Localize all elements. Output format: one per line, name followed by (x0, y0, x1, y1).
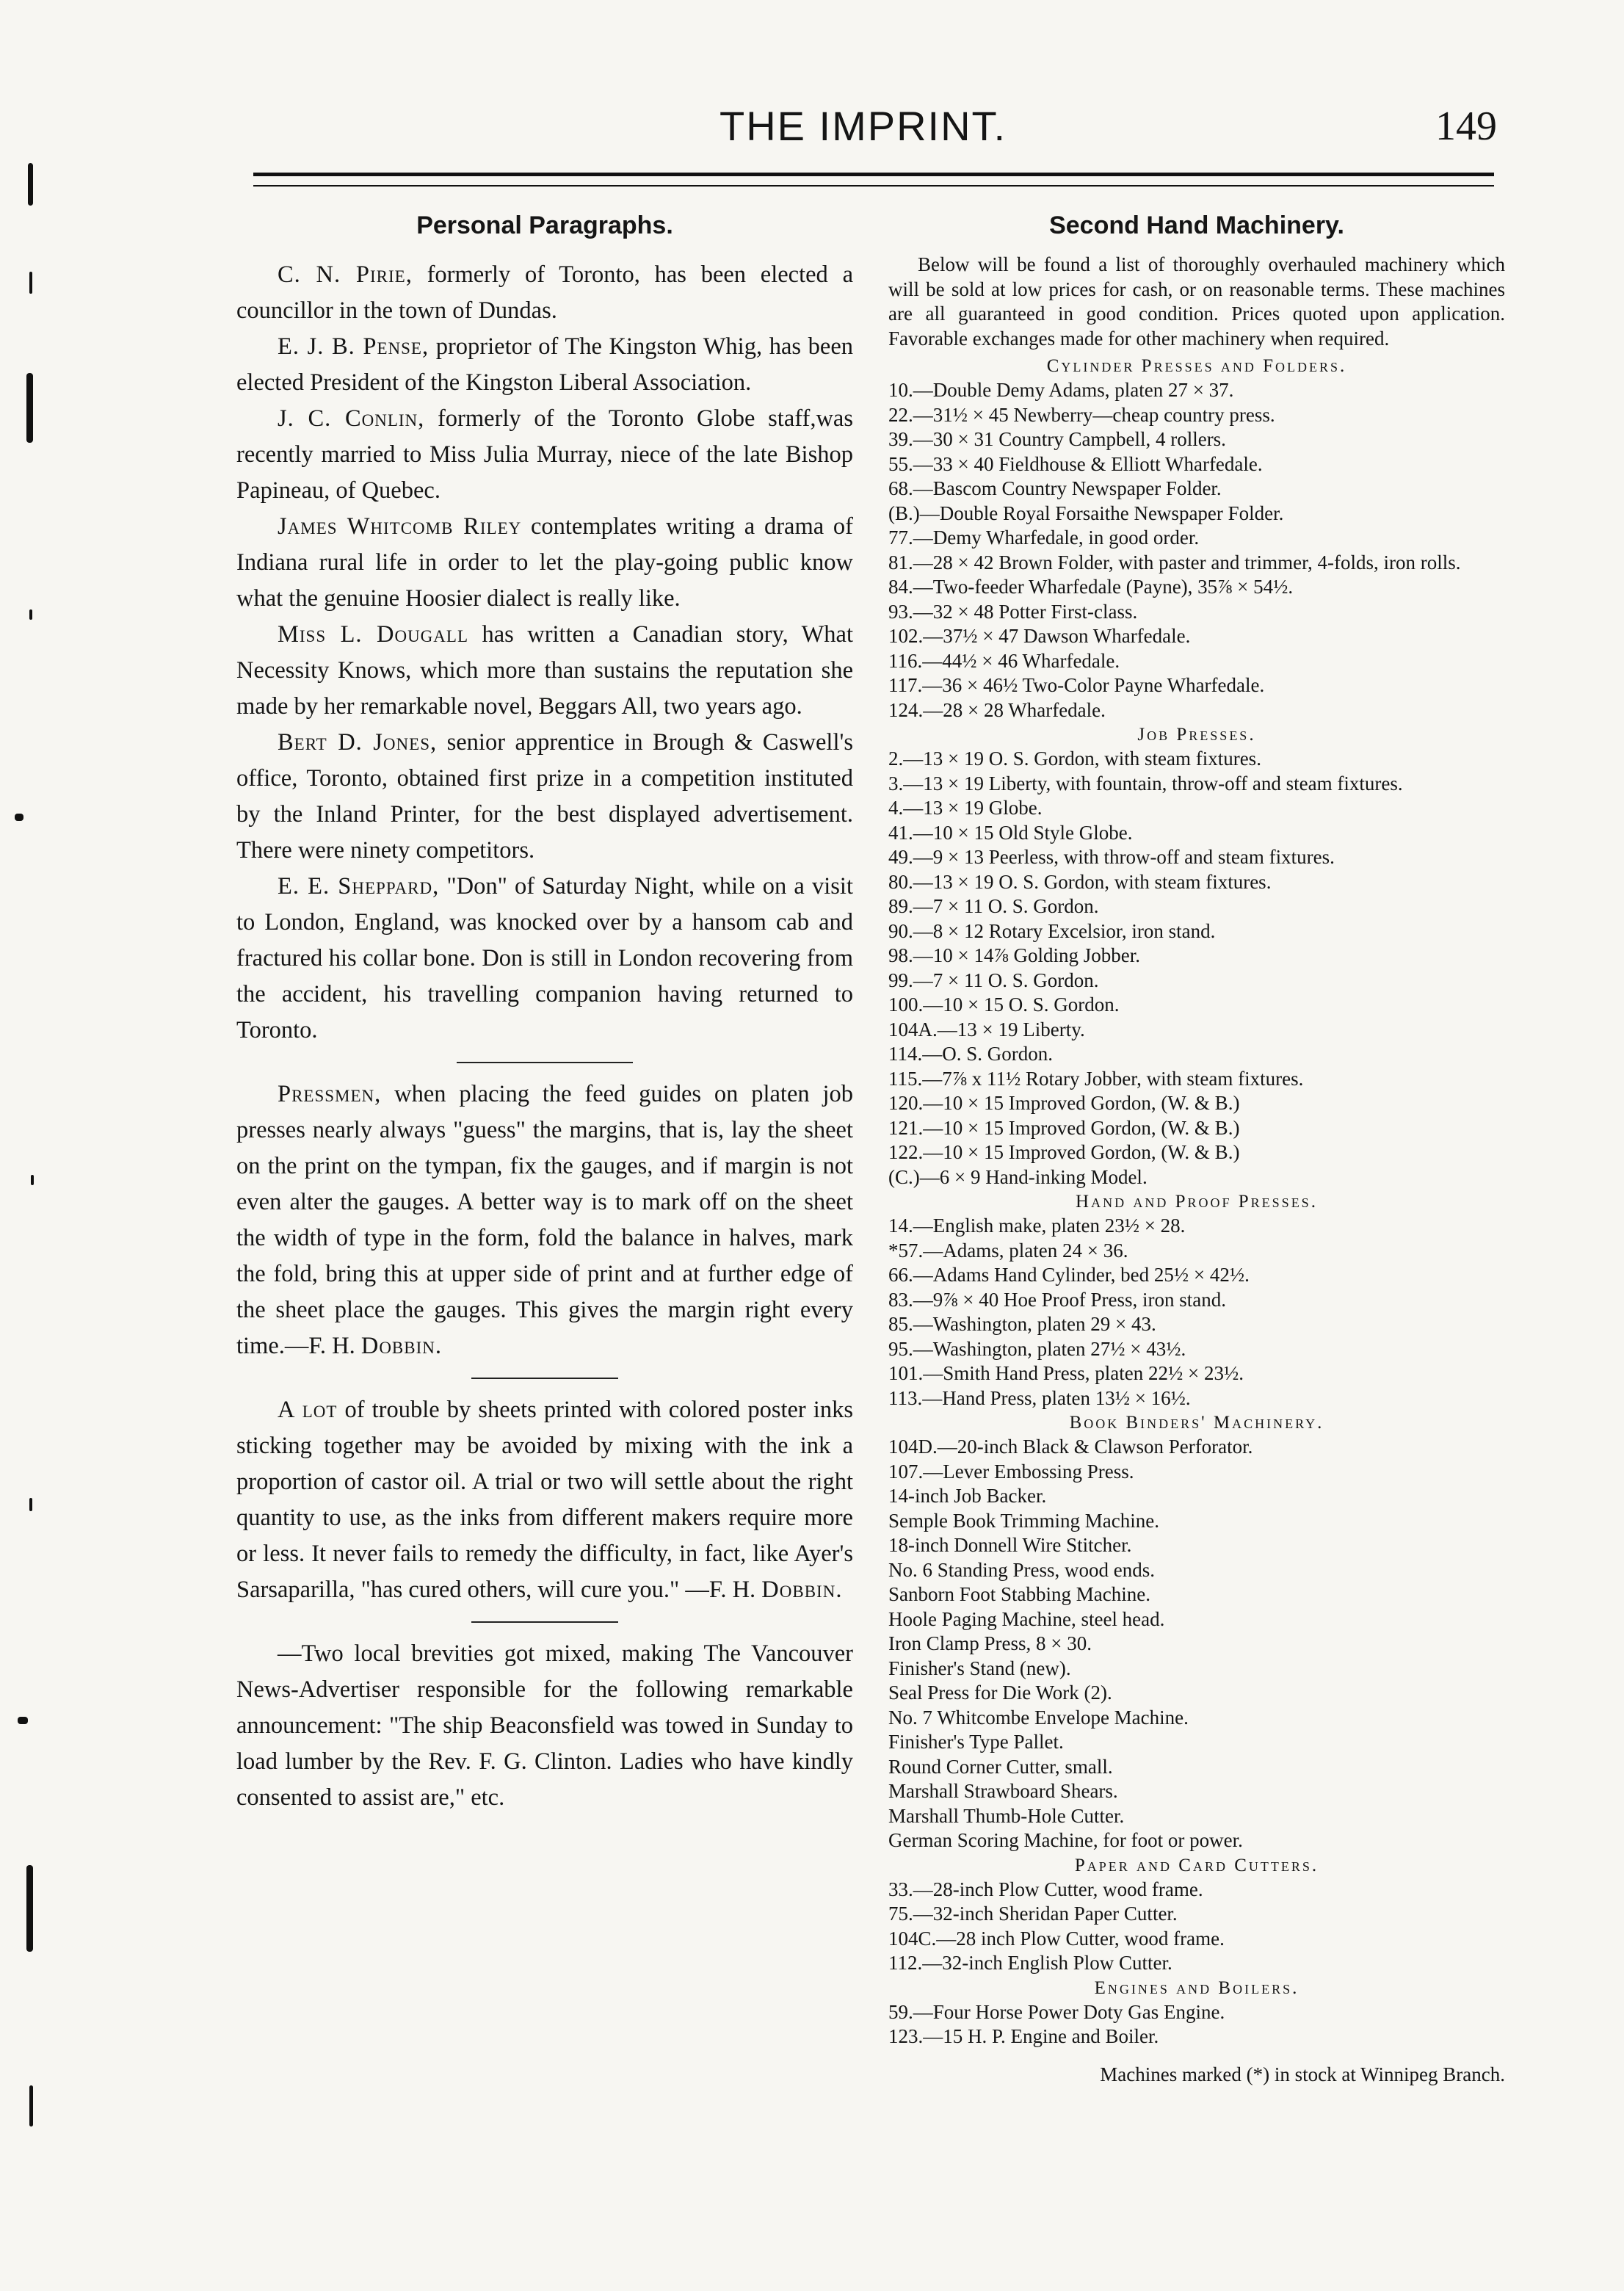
machinery-item: (B.)—Double Royal Forsaithe Newspaper Folder. (888, 502, 1284, 524)
paragraph-text: "Don" of Saturday Night, while on a visit to London, England, was knocked over by a hansom cab and fractured his collar bone. Don is still in London recovering from the accident, his travelling companion having returned to Toronto. (236, 873, 853, 1043)
personal-paragraphs-heading: Personal Paragraphs. (416, 211, 673, 239)
left-column (236, 207, 853, 1816)
machinery-item: 100.—10 × 15 O. S. Gordon. (888, 994, 1120, 1016)
machinery-item: 98.—10 × 14⅞ Golding Jobber. (888, 944, 1140, 966)
machinery-item: Marshall Strawboard Shears. (888, 1780, 1118, 1802)
machinery-item: 102.—37½ × 47 Dawson Wharfedale. (888, 625, 1191, 647)
winnipeg-branch-note: Machines marked (*) in stock at Winnipeg Branch. (1100, 2063, 1505, 2085)
machinery-item: 104D.—20-inch Black & Clawson Perforator. (888, 1436, 1253, 1458)
machinery-item: Marshall Thumb-Hole Cutter. (888, 1804, 1125, 1827)
machinery-item: *57.—Adams, platen 24 × 36. (888, 1239, 1128, 1262)
section-divider (471, 1378, 618, 1379)
machinery-item: German Scoring Machine, for foot or power. (888, 1829, 1243, 1851)
machinery-item: Seal Press for Die Work (2). (888, 1682, 1112, 1704)
margin-mark (15, 814, 23, 821)
machinery-item: 124.—28 × 28 Wharfedale. (888, 698, 1106, 721)
machinery-section-title: Paper and Card Cutters. (1074, 1855, 1319, 1875)
machinery-item: Iron Clamp Press, 8 × 30. (888, 1632, 1092, 1654)
machinery-section-title: Hand and Proof Presses. (1076, 1192, 1318, 1212)
machinery-item: 39.—30 × 31 Country Campbell, 4 rollers. (888, 428, 1226, 450)
machinery-item: 83.—9⅞ × 40 Hoe Proof Press, iron stand. (888, 1288, 1226, 1311)
machinery-item: 80.—13 × 19 O. S. Gordon, with steam fixtures. (888, 870, 1272, 893)
machinery-item: 41.—10 × 15 Old Style Globe. (888, 821, 1133, 844)
machinery-item: No. 6 Standing Press, wood ends. (888, 1558, 1155, 1581)
machinery-item: 116.—44½ × 46 Wharfedale. (888, 649, 1120, 672)
person-name: J. C. Conlin, (278, 405, 425, 432)
machinery-item: 95.—Washington, platen 27½ × 43½. (888, 1337, 1186, 1360)
machinery-item: 59.—Four Horse Power Doty Gas Engine. (888, 2000, 1225, 2023)
machinery-item: 112.—32-inch English Plow Cutter. (888, 1952, 1172, 1974)
margin-mark (29, 2085, 33, 2127)
person-name: Miss L. Dougall (278, 621, 469, 648)
person-name: E. J. B. Pense, (278, 333, 429, 360)
machinery-item: 104C.—28 inch Plow Cutter, wood frame. (888, 1927, 1225, 1950)
paragraph-text: contemplates writing a drama of Indiana rural life in order to let the play-going public know what the genuine Hoosier dialect is really like. (236, 513, 853, 612)
paragraph-lead: A lot (278, 1397, 338, 1423)
machinery-item: 33.—28-inch Plow Cutter, wood frame. (888, 1878, 1203, 1900)
margin-mark (26, 373, 33, 443)
machinery-section-title: Engines and Boilers. (1094, 1977, 1299, 1998)
machinery-list (888, 354, 1505, 2049)
machinery-item: 3.—13 × 19 Liberty, with fountain, throw-off and steam fixtures. (888, 772, 1403, 795)
machinery-item: 117.—36 × 46½ Two-Color Payne Wharfedale. (888, 674, 1265, 696)
machinery-item: 120.—10 × 15 Improved Gordon, (W. & B.) (888, 1092, 1240, 1114)
person-name: James Whitcomb Riley (278, 513, 522, 540)
machinery-item: 123.—15 H. P. Engine and Boiler. (888, 2025, 1159, 2047)
margin-mark (28, 163, 33, 206)
paragraph-text: formerly of the Toronto Globe staff,was recently married to Miss Julia Murray, niece of the late Bishop Papineau, of Quebec. (236, 405, 853, 504)
paragraph-jones (236, 725, 853, 869)
machinery-item: 114.—O. S. Gordon. (888, 1043, 1054, 1065)
machinery-item: 113.—Hand Press, platen 13½ × 16½. (888, 1386, 1191, 1409)
header-rule-thin (253, 185, 1494, 187)
paragraph-lead: Pressmen, (278, 1081, 382, 1107)
machinery-item: 81.—28 × 42 Brown Folder, with paster and trimmer, 4-folds, iron rolls. (888, 551, 1461, 573)
machinery-section-title: Cylinder Presses and Folders. (1046, 356, 1347, 376)
machinery-item: 14-inch Job Backer. (888, 1485, 1047, 1507)
machinery-item: 49.—9 × 13 Peerless, with throw-off and steam fixtures. (888, 846, 1335, 868)
paragraph-text: senior apprentice in Brough & Caswell's office, Toronto, obtained first prize in a competition instituted by the Inland Printer, for the best displayed advertisement. There were ninety competitors. (236, 729, 853, 864)
paragraph-text: has written a Canadian story, What Necessity Knows, which more than sustains the reputation she made by her remarkable novel, Beggars All, two years ago. (236, 621, 853, 720)
machinery-item: 121.—10 × 15 Improved Gordon, (W. & B.) (888, 1116, 1240, 1139)
machinery-item: (C.)—6 × 9 Hand-inking Model. (888, 1165, 1148, 1188)
machinery-item: 101.—Smith Hand Press, platen 22½ × 23½. (888, 1362, 1244, 1384)
machinery-item: 66.—Adams Hand Cylinder, bed 25½ × 42½. (888, 1264, 1250, 1286)
machinery-item: 77.—Demy Wharfedale, in good order. (888, 526, 1200, 549)
machinery-item: 107.—Lever Embossing Press. (888, 1460, 1134, 1483)
paragraph-pressmen (236, 1076, 853, 1364)
machinery-item: 2.—13 × 19 O. S. Gordon, with steam fixtures. (888, 748, 1261, 770)
paragraph-text: of trouble by sheets printed with colored poster inks sticking together may be avoided by mixing with the ink a proportion of castor oil. A trial or two will settle about the right quantity to use, as the inks from different makers require more or less. It never fails to remedy the difficulty, in fact, like Ayer's Sarsaparilla, "has cured others, will cure you." —F. H. (236, 1397, 853, 1603)
machinery-item: 14.—English make, platen 23½ × 28. (888, 1215, 1186, 1237)
machinery-item: 104A.—13 × 19 Liberty. (888, 1018, 1085, 1040)
signature: Dobbin. (761, 1577, 843, 1603)
signature: Dobbin. (360, 1333, 442, 1359)
machinery-item: 90.—8 × 12 Rotary Excelsior, iron stand. (888, 919, 1216, 942)
machinery-item: 84.—Two-feeder Wharfedale (Payne), 35⅞ × 54½. (888, 576, 1294, 598)
page-number: 149 (1435, 104, 1497, 149)
machinery-item: 75.—32-inch Sheridan Paper Cutter. (888, 1903, 1178, 1925)
paragraph-text: when placing the feed guides on platen job presses nearly always "guess" the margins, that is, lay the sheet on the print on the tympan, fix the gauges, and if margin is not even alter the gauges. A better way is to mark off on the sheet the width of type in the form, fold the balance in halves, mark the fold, bring this at upper side of print and at further edge of the sheet place the gauges. This gives the margin right every time.—F. H. (236, 1081, 853, 1359)
machinery-item: 99.—7 × 11 O. S. Gordon. (888, 969, 1099, 991)
paragraph-text: proprietor of The Kingston Whig, has been elected President of the Kingston Liberal Association. (236, 333, 853, 396)
header-rule-thick (253, 173, 1494, 176)
margin-mark (29, 272, 32, 294)
paragraph-conlin (236, 401, 853, 509)
machinery-item: 18-inch Donnell Wire Stitcher. (888, 1534, 1132, 1556)
margin-mark (26, 1865, 33, 1952)
right-column (888, 207, 1505, 2087)
machinery-section-title: Job Presses. (1137, 725, 1256, 745)
paragraph-dougall (236, 617, 853, 725)
machinery-item: Semple Book Trimming Machine. (888, 1509, 1160, 1532)
paragraph-riley (236, 509, 853, 617)
margin-mark (29, 1498, 32, 1511)
paragraph-pense (236, 329, 853, 401)
machinery-item: 85.—Washington, platen 29 × 43. (888, 1313, 1156, 1335)
machinery-item: 122.—10 × 15 Improved Gordon, (W. & B.) (888, 1141, 1240, 1163)
machinery-item: Finisher's Type Pallet. (888, 1731, 1064, 1753)
machinery-item: 115.—7⅞ x 11½ Rotary Jobber, with steam fixtures. (888, 1067, 1304, 1090)
margin-mark (18, 1717, 28, 1724)
machinery-item: 93.—32 × 48 Potter First-class. (888, 600, 1138, 623)
machinery-item: Round Corner Cutter, small. (888, 1755, 1113, 1778)
machinery-item: Finisher's Stand (new). (888, 1657, 1071, 1679)
machinery-intro: Below will be found a list of thoroughly overhauled machinery which will be sold at low prices for cash, or on reasonable terms. These machines are all guaranteed in good condition. Prices quoted upon application. Favorable exchanges made for other machinery when required. (888, 253, 1505, 350)
machinery-item: 89.—7 × 11 O. S. Gordon. (888, 895, 1099, 917)
paragraph-colored-inks (236, 1392, 853, 1608)
paragraph-sheppard (236, 869, 853, 1049)
person-name: Bert D. Jones, (278, 729, 438, 756)
machinery-item: 10.—Double Demy Adams, platen 27 × 37. (888, 379, 1234, 401)
margin-mark (29, 609, 32, 620)
page-header-title: THE IMPRINT. (719, 103, 1007, 149)
margin-mark (31, 1175, 34, 1185)
section-divider (457, 1062, 633, 1063)
second-hand-machinery-heading: Second Hand Machinery. (1049, 211, 1344, 239)
machinery-section-title: Book Binders' Machinery. (1069, 1413, 1324, 1433)
paragraph-brevities: —Two local brevities got mixed, making The Vancouver News-Advertiser responsible for the following remarkable announcement: "The ship Beaconsfield was towed in Sunday to load lumber by the Rev. F. G. Clinton. Ladies who have kindly consented to assist are," etc. (236, 1640, 853, 1811)
person-name: E. E. Sheppard, (278, 873, 440, 900)
paragraph-pirie (236, 257, 853, 329)
machinery-item: 55.—33 × 40 Fieldhouse & Elliott Wharfedale. (888, 452, 1263, 475)
machinery-item: Hoole Paging Machine, steel head. (888, 1607, 1165, 1630)
section-divider (471, 1621, 618, 1623)
machinery-item: 68.—Bascom Country Newspaper Folder. (888, 477, 1222, 499)
paragraph-text: formerly of Toronto, has been elected a councillor in the town of Dundas. (236, 261, 853, 324)
machinery-item: 4.—13 × 19 Globe. (888, 797, 1043, 819)
machinery-item: 22.—31½ × 45 Newberry—cheap country press. (888, 403, 1275, 426)
machinery-item: No. 7 Whitcombe Envelope Machine. (888, 1706, 1189, 1729)
machinery-item: Sanborn Foot Stabbing Machine. (888, 1583, 1150, 1605)
person-name: C. N. Pirie, (278, 261, 413, 288)
